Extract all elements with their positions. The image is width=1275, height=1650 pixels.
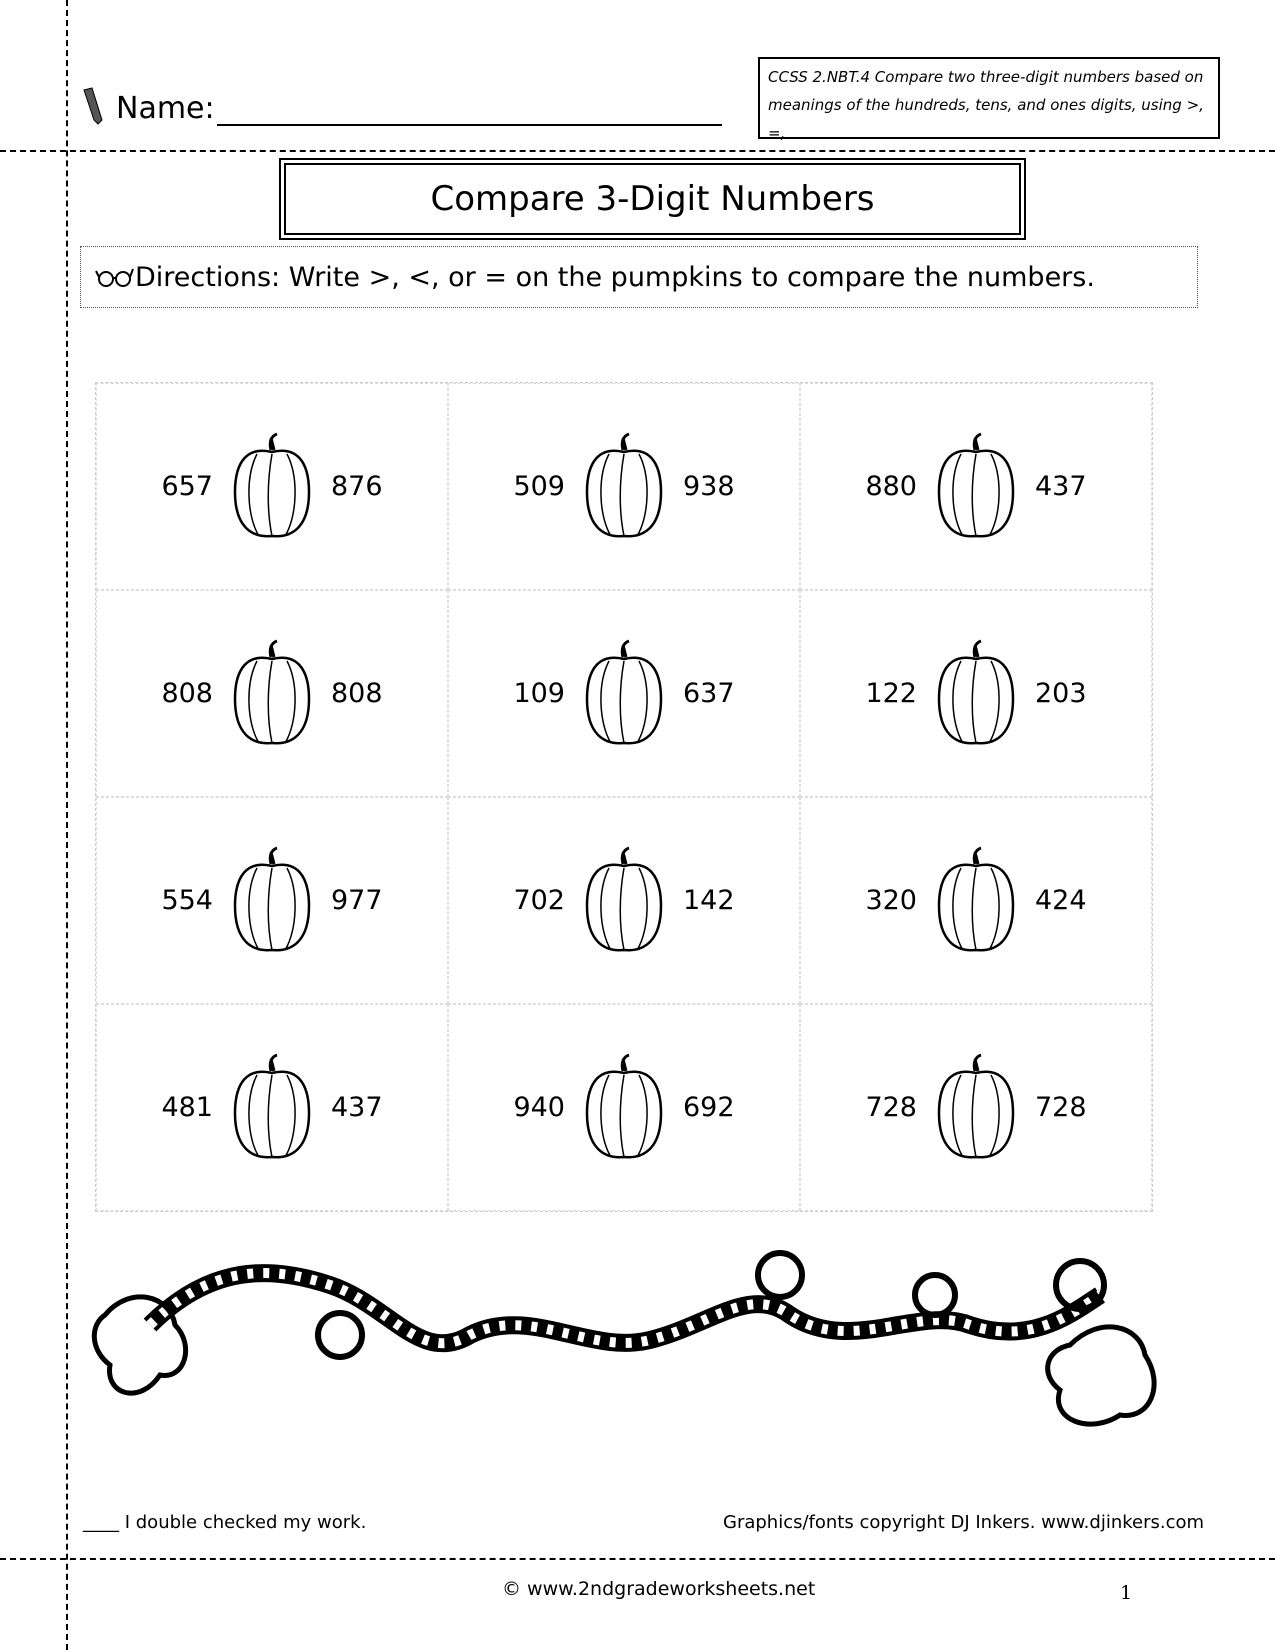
pumpkin-icon[interactable]: [579, 432, 669, 542]
double-check-line: ____ I double checked my work.: [83, 1512, 367, 1533]
name-field[interactable]: [217, 94, 722, 126]
pumpkin-icon[interactable]: [931, 846, 1021, 956]
left-number: 122: [865, 678, 917, 709]
pumpkin-icon[interactable]: [579, 1053, 669, 1163]
problem-cell: [96, 590, 448, 797]
cut-line-vertical: [66, 0, 68, 1650]
directions-box: [80, 246, 1198, 308]
right-number: 424: [1035, 885, 1087, 916]
pumpkin-icon[interactable]: [227, 639, 317, 749]
pumpkin-icon[interactable]: [931, 639, 1021, 749]
right-number: 142: [683, 885, 735, 916]
pumpkin-icon[interactable]: [227, 1053, 317, 1163]
page-number: 1: [1120, 1582, 1133, 1604]
pumpkin-icon[interactable]: [227, 432, 317, 542]
problem-grid: [95, 382, 1153, 1212]
right-number: 977: [331, 885, 383, 916]
left-number: 109: [513, 678, 565, 709]
site-footer: © www.2ndgradeworksheets.net: [502, 1578, 816, 1600]
problem-cell: [96, 1004, 448, 1211]
standard-box: CCSS 2.NBT.4 Compare two three-digit numbers based on meanings of the hundreds, tens, and ones digits, using >, =,: [758, 57, 1220, 139]
problem-cell: [448, 1004, 800, 1211]
name-label: Name:: [116, 91, 215, 126]
problem-cell: [448, 797, 800, 1004]
left-number: 481: [161, 1092, 213, 1123]
left-number: 509: [513, 471, 565, 502]
right-number: 437: [1035, 471, 1087, 502]
right-number: 938: [683, 471, 735, 502]
left-number: 728: [865, 1092, 917, 1123]
pumpkin-icon[interactable]: [227, 846, 317, 956]
pumpkin-vine-illustration: [90, 1245, 1190, 1495]
problem-cell: [96, 797, 448, 1004]
right-number: 808: [331, 678, 383, 709]
right-number: 728: [1035, 1092, 1087, 1123]
right-number: 692: [683, 1092, 735, 1123]
problem-cell: [448, 590, 800, 797]
right-number: 876: [331, 471, 383, 502]
problem-cell: [800, 797, 1152, 1004]
left-number: 657: [161, 471, 213, 502]
problem-cell: [96, 383, 448, 590]
right-number: 437: [331, 1092, 383, 1123]
pencil-icon: [80, 86, 106, 126]
left-number: 554: [161, 885, 213, 916]
cut-line-bottom: [0, 1558, 1275, 1560]
name-row: [80, 86, 722, 126]
left-number: 808: [161, 678, 213, 709]
pumpkin-icon[interactable]: [579, 846, 669, 956]
copyright-note: Graphics/fonts copyright DJ Inkers. www.djinkers.com: [723, 1512, 1205, 1533]
right-number: 637: [683, 678, 735, 709]
right-number: 203: [1035, 678, 1087, 709]
pumpkin-icon[interactable]: [931, 1053, 1021, 1163]
pumpkin-icon[interactable]: [931, 432, 1021, 542]
left-number: 880: [865, 471, 917, 502]
left-number: 320: [865, 885, 917, 916]
problem-cell: [800, 1004, 1152, 1211]
left-number: 940: [513, 1092, 565, 1123]
problem-cell: [448, 383, 800, 590]
glasses-icon: [95, 265, 135, 289]
cut-line-top: [0, 150, 1275, 152]
problem-cell: [800, 383, 1152, 590]
directions-text: Directions: Write >, <, or = on the pumpkins to compare the numbers.: [135, 261, 1095, 293]
title-box: [279, 158, 1026, 240]
page-title: Compare 3-Digit Numbers: [284, 163, 1021, 235]
left-number: 702: [513, 885, 565, 916]
pumpkin-icon[interactable]: [579, 639, 669, 749]
problem-cell: [800, 590, 1152, 797]
